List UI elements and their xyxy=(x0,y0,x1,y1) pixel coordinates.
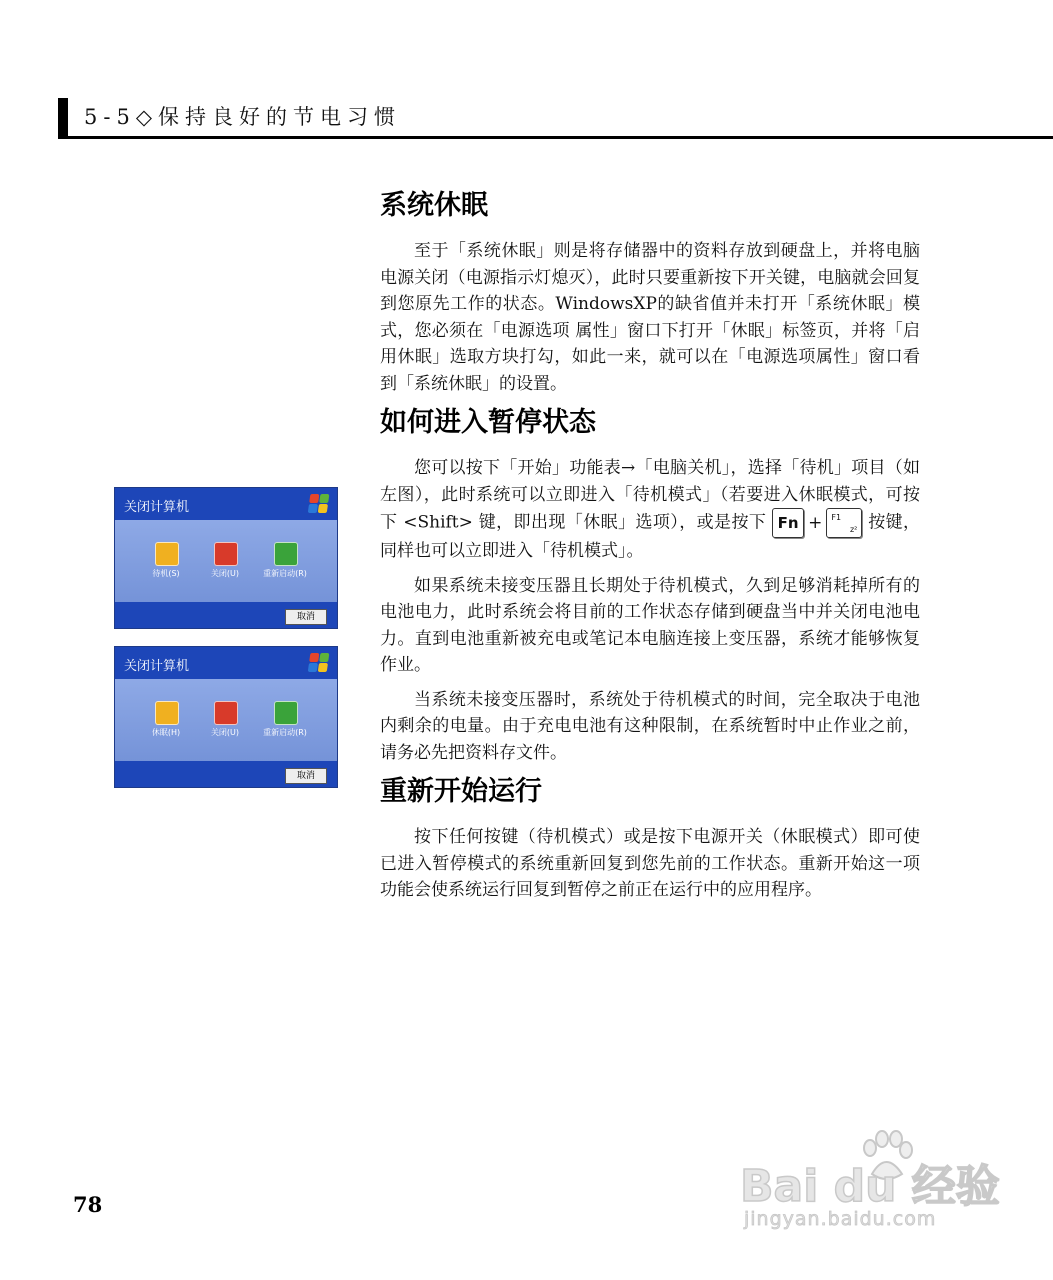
header-bar xyxy=(58,98,68,138)
cancel-button[interactable]: 取消 xyxy=(285,609,327,625)
watermark-url: jingyan.baidu.com xyxy=(744,1208,937,1230)
page-number: 78 xyxy=(73,1192,103,1217)
f1-key-icon xyxy=(826,508,862,538)
header-rule xyxy=(58,136,1053,139)
baidu-watermark xyxy=(740,1130,1000,1240)
cancel-button[interactable]: 取消 xyxy=(285,768,327,784)
fn-key-icon: Fn xyxy=(772,508,804,538)
shutdown-dialog-standby xyxy=(114,487,338,629)
dialog-footer xyxy=(115,602,337,628)
restart-button-icon[interactable] xyxy=(274,701,298,725)
standby-button-label: 待机(S) xyxy=(152,569,180,578)
dialog-title: 关闭计算机 xyxy=(124,500,190,515)
paragraph: 如果系统未接变压器且长期处于待机模式，久到足够消耗掉所有的电池电力，此时系统会将目前的工作状态存储到硬盘当中并关闭电池电力。直到电池重新被充电或笔记本电脑连接上变压器，系统才能够恢复作业。 xyxy=(380,575,920,675)
standby-button-icon[interactable] xyxy=(155,542,179,566)
f1-key-top: F1 xyxy=(831,513,842,522)
paragraph-with-keys xyxy=(380,455,920,565)
turn-off-button-label: 关闭(U) xyxy=(210,728,240,737)
main-content xyxy=(380,188,920,912)
dialog-title: 关闭计算机 xyxy=(124,659,190,674)
paragraph-text: 您可以按下「开始」功能表→「电脑关机」，选择「待机」项目（如左图），此时系统可以立即进入「待机模式」（若要进入休眠模式，可按下 <Shift> 键，即出现「休眠」选项），或是按下 xyxy=(380,458,920,533)
plus-sign: + xyxy=(808,512,823,533)
dialog-footer xyxy=(115,761,337,787)
section-hibernate xyxy=(380,188,920,397)
paragraph: 按下任何按键（待机模式）或是按下电源开关（休眠模式）即可使已进入暂停模式的系统重新回复到您先前的工作状态。重新开始这一项功能会使系统运行回复到暂停之前正在运行中的应用程序。 xyxy=(380,827,920,900)
f1-key-bottom: z² xyxy=(849,525,858,534)
dialog-titlebar xyxy=(115,647,337,679)
section-suspend xyxy=(380,405,920,766)
paragraph: 当系统未接变压器时，系统处于待机模式的时间，完全取决于电池内剩余的电量。由于充电电池有这种限制，在系统暂时中止作业之前，请务必先把资料存文件。 xyxy=(380,689,920,763)
paragraph-text: 按键，同样也可以立即进入「待机模式」。 xyxy=(380,512,921,561)
hibernate-button-icon[interactable] xyxy=(155,701,179,725)
restart-button-icon[interactable] xyxy=(274,542,298,566)
restart-button-label: 重新启动(R) xyxy=(263,728,307,737)
dialog-body xyxy=(115,679,337,761)
restart-button-label: 重新启动(R) xyxy=(263,569,307,578)
paragraph: 至于「系统休眠」则是将存储器中的资料存放到硬盘上，并将电脑电源关闭（电源指示灯熄灭），此时只要重新按下开关键，电脑就会回复到您原先工作的状态。WindowsXP的缺省值并未打开「系统休眠」模式，您必须在「电源选项 属性」窗口下打开「休眠」标签页，并将「启用休眠」选取方块打勾，如此一来，就可以在「电源选项属性」窗口看到「系统休眠」的设置。 xyxy=(380,241,920,394)
section-heading: 重新开始运行 xyxy=(380,776,542,807)
section-heading: 如何进入暂停状态 xyxy=(380,407,596,438)
turn-off-button-label: 关闭(U) xyxy=(210,569,240,578)
dialog-body xyxy=(115,520,337,602)
section-resume xyxy=(380,774,920,904)
turn-off-button-icon[interactable] xyxy=(214,542,238,566)
chapter-title: 5-5◇保持良好的节电习惯 xyxy=(84,105,401,129)
dialog-titlebar xyxy=(115,488,337,520)
hibernate-button-label: 休眠(H) xyxy=(151,728,181,737)
turn-off-button-icon[interactable] xyxy=(214,701,238,725)
windows-logo-icon xyxy=(308,653,331,673)
section-heading: 系统休眠 xyxy=(380,190,488,221)
watermark-logo: Bai du 经验 xyxy=(740,1161,1000,1212)
windows-logo-icon xyxy=(308,494,331,514)
shutdown-dialog-hibernate xyxy=(114,646,338,788)
